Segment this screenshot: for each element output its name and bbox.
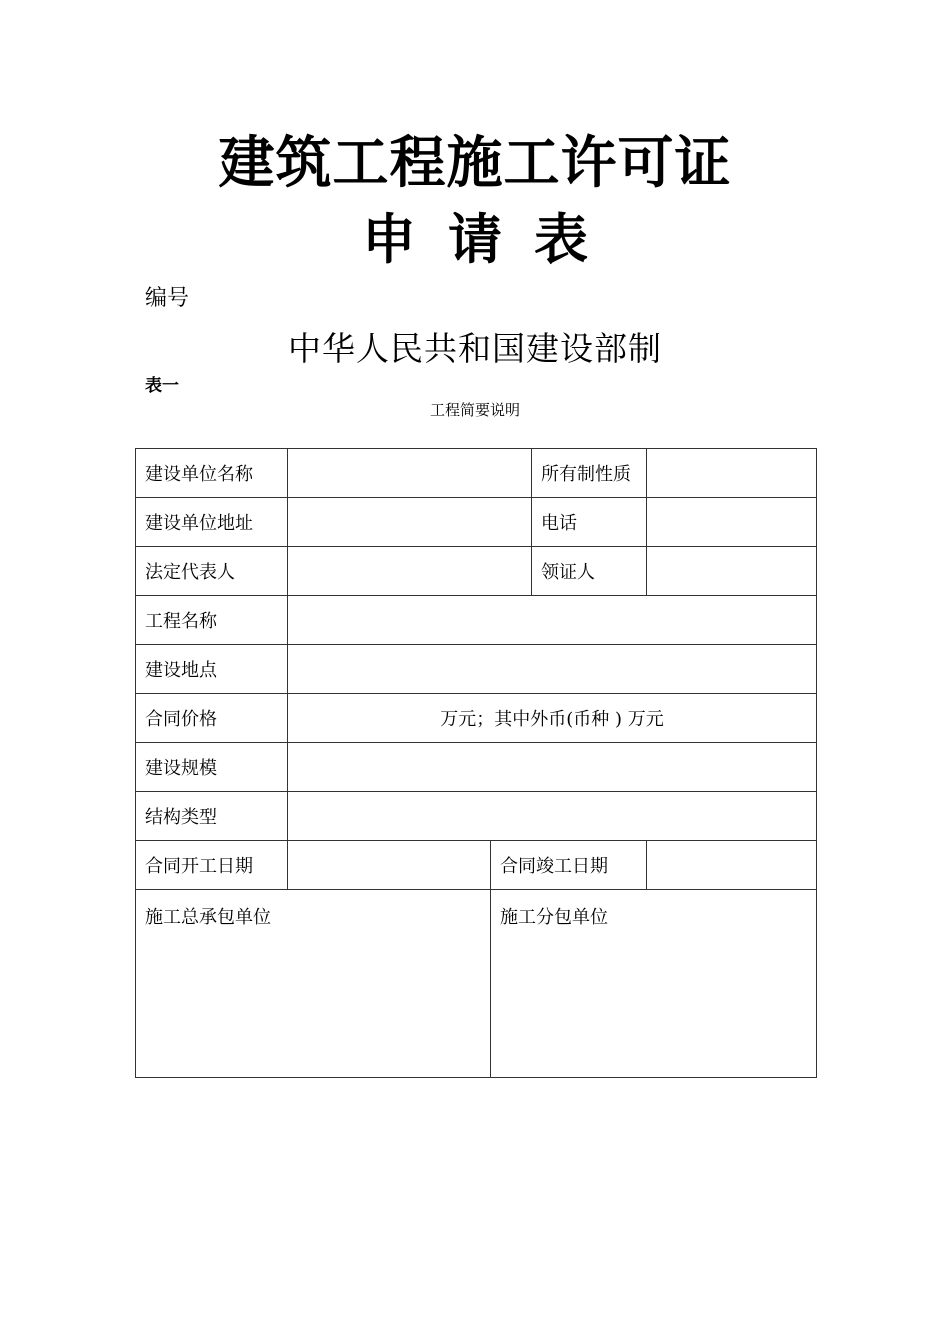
project-name-label: 工程名称 <box>136 596 288 645</box>
table-row <box>136 498 817 547</box>
number-label: 编号 <box>145 286 190 311</box>
project-name-field[interactable] <box>288 596 817 645</box>
legal-rep-field[interactable] <box>288 547 532 596</box>
start-date-label: 合同开工日期 <box>136 841 288 890</box>
table-row <box>136 449 817 498</box>
structure-field[interactable] <box>288 792 817 841</box>
ownership-field[interactable] <box>647 449 817 498</box>
phone-field[interactable] <box>647 498 817 547</box>
end-date-label: 合同竣工日期 <box>491 841 647 890</box>
table-row <box>136 694 817 743</box>
start-date-field[interactable] <box>288 841 491 890</box>
table-row <box>136 645 817 694</box>
table-row <box>136 547 817 596</box>
table-row <box>136 596 817 645</box>
scale-label: 建设规模 <box>136 743 288 792</box>
builder-name-label: 建设单位名称 <box>136 449 288 498</box>
subtitle-char: 请 <box>448 207 502 271</box>
scale-field[interactable] <box>288 743 817 792</box>
recipient-label: 领证人 <box>532 547 647 596</box>
structure-label: 结构类型 <box>136 792 288 841</box>
table-row <box>136 792 817 841</box>
general-contractor-cell[interactable]: 施工总承包单位 <box>136 890 491 1078</box>
table-caption: 工程简要说明 <box>429 401 520 419</box>
end-date-field[interactable] <box>647 841 817 890</box>
recipient-field[interactable] <box>647 547 817 596</box>
subtitle-char: 表 <box>534 207 588 271</box>
document-title: 建筑工程施工许可证 <box>218 130 732 196</box>
project-summary-table <box>135 448 817 1078</box>
legal-rep-label: 法定代表人 <box>136 547 288 596</box>
ownership-label: 所有制性质 <box>532 449 647 498</box>
site-label: 建设地点 <box>136 645 288 694</box>
issuer-line: 中华人民共和国建设部制 <box>288 329 662 368</box>
subcontractor-cell[interactable]: 施工分包单位 <box>491 890 817 1078</box>
builder-name-field[interactable] <box>288 449 532 498</box>
table-row <box>136 841 817 890</box>
table-row <box>136 743 817 792</box>
builder-address-label: 建设单位地址 <box>136 498 288 547</box>
contract-price-label: 合同价格 <box>136 694 288 743</box>
builder-address-field[interactable] <box>288 498 532 547</box>
contract-price-field[interactable]: 万元；其中外币(币种 ) 万元 <box>288 694 817 743</box>
site-field[interactable] <box>288 645 817 694</box>
phone-label: 电话 <box>532 498 647 547</box>
document-subtitle <box>0 206 950 272</box>
subtitle-char: 申 <box>362 207 416 271</box>
table-number: 表一 <box>145 376 179 396</box>
table-row <box>136 890 817 1078</box>
